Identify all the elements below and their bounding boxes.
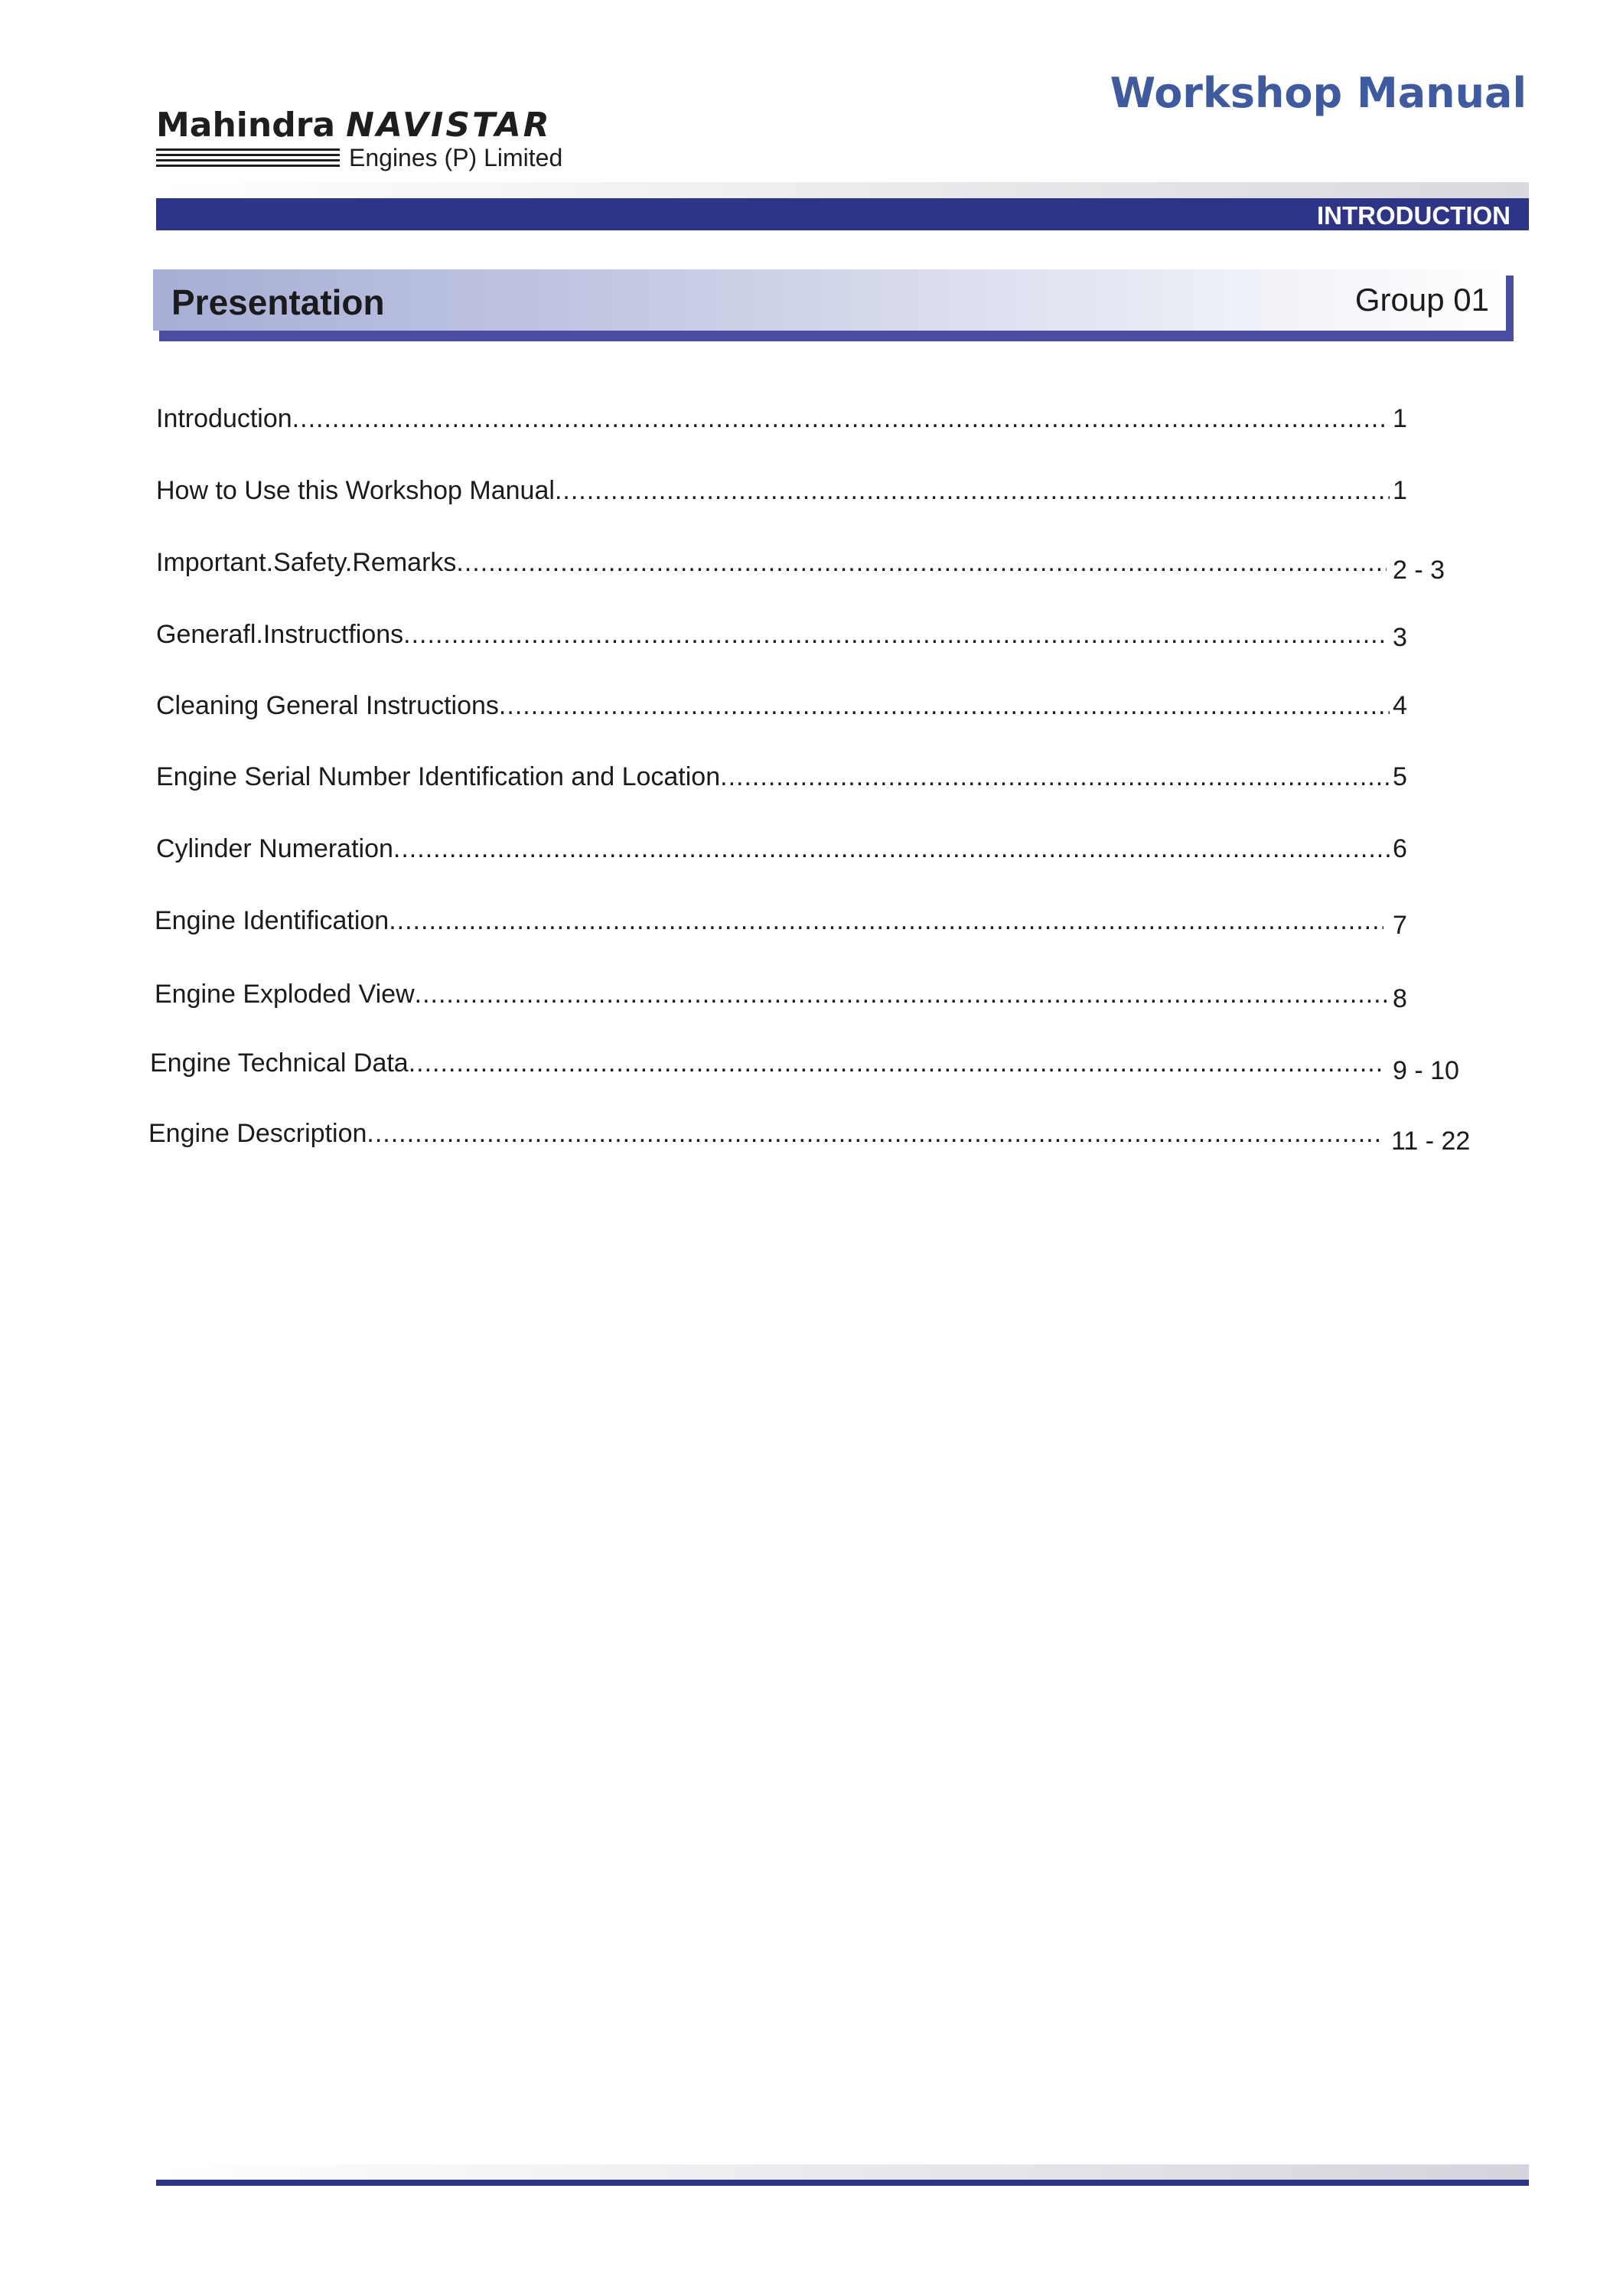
- section-band-shadow: [156, 182, 1529, 199]
- toc-entry-line: [155, 902, 1383, 940]
- toc-leader-dots: [555, 471, 1390, 510]
- toc-leader-dots: [292, 400, 1390, 438]
- toc-leader-dots: [456, 543, 1387, 582]
- toc-leader-dots: [499, 687, 1390, 725]
- toc-entry-page: 11 - 22: [1391, 1127, 1471, 1156]
- toc-leader-dots: [720, 758, 1390, 796]
- toc-entry-title: Engine Exploded View: [155, 980, 415, 1009]
- toc-entry-line: [156, 830, 1390, 868]
- toc-entry-title: How to Use this Workshop Manual: [156, 476, 555, 505]
- document-title: Workshop Manual: [1110, 69, 1527, 117]
- toc-entry-page: 4: [1393, 691, 1407, 720]
- presentation-header: [153, 269, 1506, 331]
- toc-entry-line: [156, 687, 1390, 725]
- footer-line: [156, 2180, 1529, 2186]
- logo-stripes: [156, 148, 340, 171]
- toc-entry-page: 1: [1393, 404, 1407, 433]
- toc-leader-dots: [393, 830, 1390, 868]
- company-logo: [156, 106, 563, 174]
- presentation-title: Presentation: [171, 282, 385, 322]
- toc-entry-page: 9 - 10: [1393, 1056, 1459, 1085]
- toc-entry-page: 5: [1393, 762, 1407, 791]
- toc-entry-title: Cleaning General Instructions: [156, 691, 499, 720]
- toc-entry-title: Generafl.Instructfions: [156, 620, 404, 649]
- section-label: INTRODUCTION: [1317, 201, 1511, 230]
- toc-entry-line: [156, 615, 1383, 654]
- toc-entry-title: Engine Technical Data: [150, 1049, 409, 1078]
- toc-entry-line: [150, 1044, 1383, 1082]
- toc-leader-dots: [367, 1114, 1383, 1153]
- logo-brand: [156, 106, 552, 145]
- toc-entry-line: [155, 975, 1390, 1013]
- section-band: [156, 198, 1529, 230]
- logo-brand-mahindra: Mahindra: [156, 106, 336, 145]
- toc-leader-dots: [415, 975, 1390, 1013]
- group-label: Group 01: [1354, 282, 1489, 318]
- toc-entry-title: Engine Serial Number Identification and Location: [156, 762, 721, 791]
- toc-entry-line: [148, 1114, 1383, 1153]
- logo-subtitle: Engines (P) Limited: [349, 144, 563, 171]
- toc-entry-line: [156, 758, 1390, 796]
- toc-entry-title: Important.Safety.Remarks: [156, 548, 457, 577]
- toc-entry-line: [156, 400, 1390, 438]
- toc-entry-line: [156, 471, 1390, 510]
- toc-leader-dots: [409, 1044, 1383, 1082]
- toc-leader-dots: [389, 902, 1383, 940]
- toc-entry-page: 3: [1393, 623, 1407, 652]
- toc-entry-page: 6: [1393, 834, 1407, 863]
- toc-leader-dots: [403, 615, 1383, 654]
- toc-entry-page: 1: [1393, 476, 1407, 505]
- toc-entry-title: Cylinder Numeration: [156, 834, 393, 863]
- toc-entry-title: Introduction: [156, 404, 292, 433]
- toc-entry-title: Engine Description: [148, 1119, 367, 1148]
- logo-brand-navistar: NAVISTAR: [346, 106, 552, 145]
- toc-entry-page: 2 - 3: [1393, 556, 1445, 585]
- toc-entry-line: [156, 543, 1387, 582]
- toc-entry-page: 7: [1393, 911, 1407, 940]
- toc-entry-title: Engine Identification: [155, 906, 389, 935]
- toc-entry-page: 8: [1393, 984, 1407, 1013]
- footer-shadow: [156, 2164, 1529, 2180]
